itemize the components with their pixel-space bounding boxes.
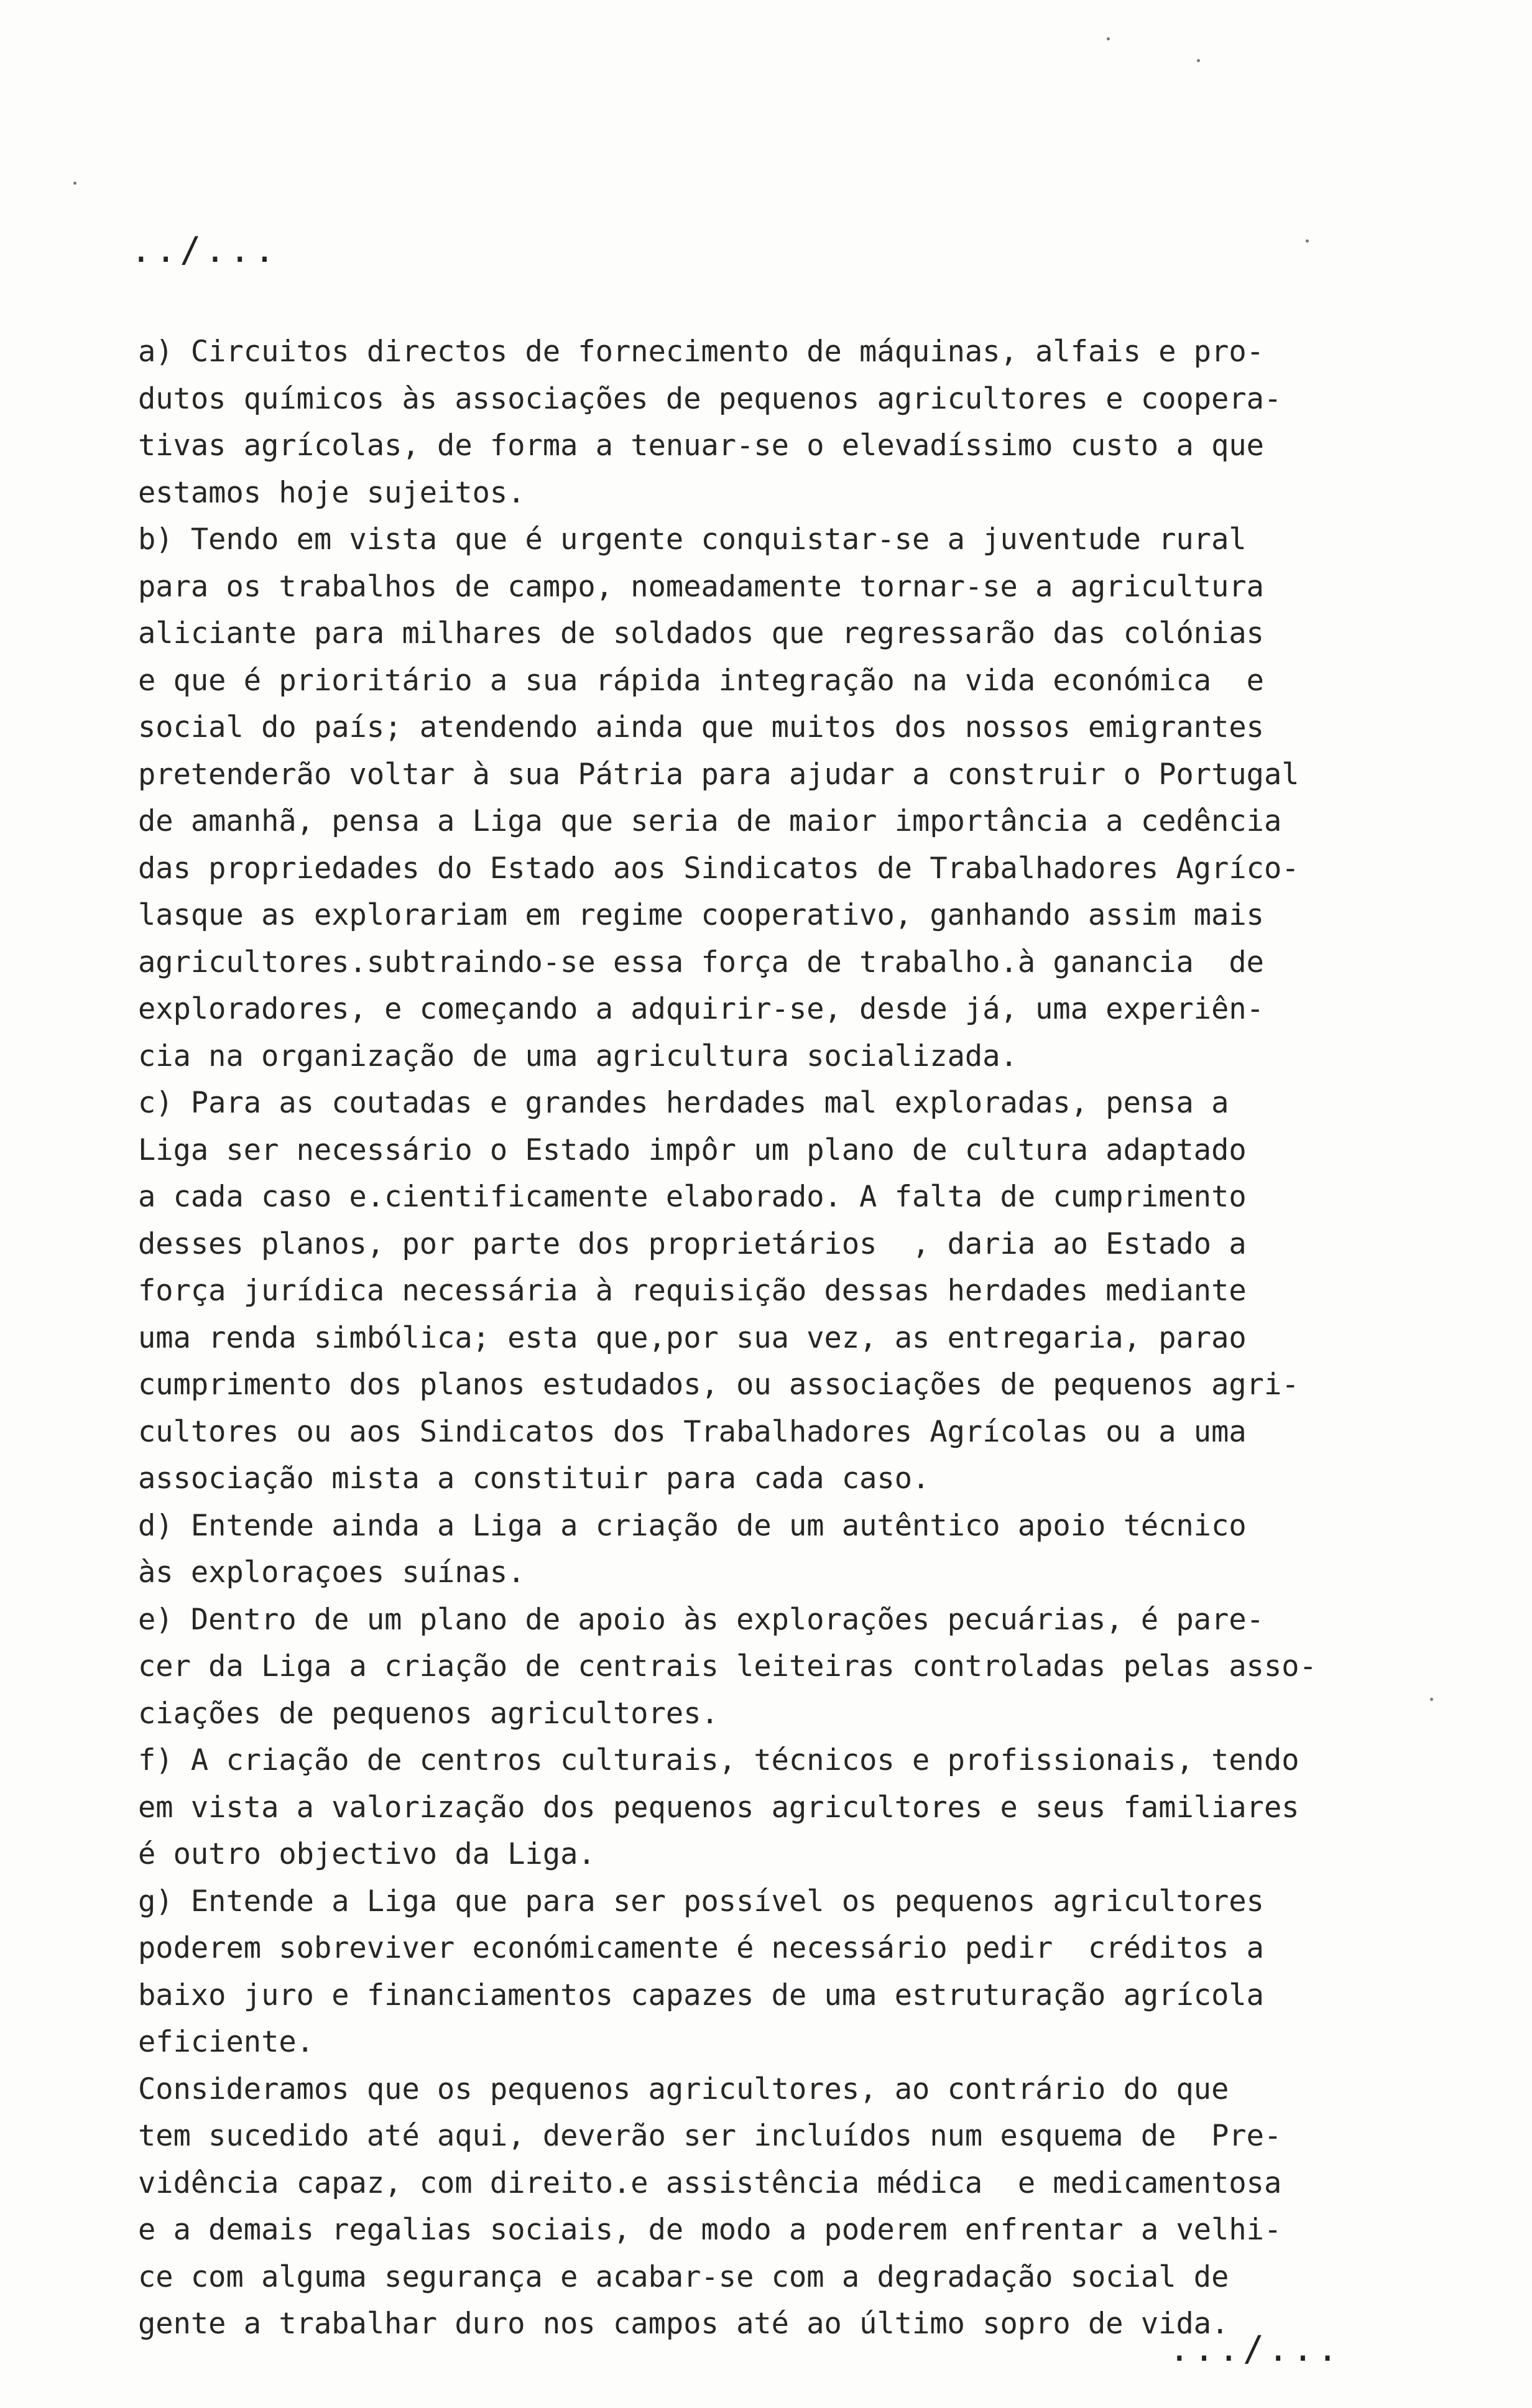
text-line: Consideramos que os pequenos agricultores, ao contrário do que bbox=[138, 2072, 1229, 2106]
text-line: e que é prioritário a sua rápida integração na vida económica e bbox=[138, 663, 1264, 698]
text-line: agricultores.subtraindo-se essa força de trabalho.à ganancia de bbox=[138, 945, 1264, 979]
text-line: exploradores, e começando a adquirir-se, desde já, uma experiên- bbox=[138, 992, 1264, 1026]
text-line: é outro objectivo da Liga. bbox=[138, 1837, 596, 1871]
scan-speck bbox=[1107, 37, 1110, 40]
scan-speck bbox=[1197, 59, 1200, 62]
text-line: das propriedades do Estado aos Sindicatos de Trabalhadores Agríco- bbox=[138, 851, 1299, 886]
text-line: a cada caso e.cientificamente elaborado. A falta de cumprimento bbox=[138, 1180, 1247, 1214]
text-line: poderem sobreviver económicamente é necessário pedir créditos a bbox=[138, 1931, 1264, 1965]
text-line: para os trabalhos de campo, nomeadamente tornar-se a agricultura bbox=[138, 569, 1264, 604]
text-line: ce com alguma segurança e acabar-se com a degradação social de bbox=[138, 2259, 1229, 2294]
text-line: eficiente. bbox=[138, 2025, 314, 2059]
text-line: a) Circuitos directos de fornecimento de máquinas, alfais e pro- bbox=[138, 335, 1264, 369]
text-line: Liga ser necessário o Estado impôr um plano de cultura adaptado bbox=[138, 1132, 1247, 1167]
text-line: baixo juro e financiamentos capazes de uma estruturação agrícola bbox=[138, 1978, 1264, 2012]
text-line: pretenderão voltar à sua Pátria para ajudar a construir o Portugal bbox=[138, 757, 1299, 792]
text-line: e) Dentro de um plano de apoio às explorações pecuárias, é pare- bbox=[138, 1602, 1264, 1637]
text-line: e a demais regalias sociais, de modo a poderem enfrentar a velhi- bbox=[138, 2213, 1282, 2247]
text-line: cumprimento dos planos estudados, ou associações de pequenos agri- bbox=[138, 1368, 1299, 1402]
text-line: c) Para as coutadas e grandes herdades mal exploradas, pensa a bbox=[138, 1086, 1229, 1120]
text-line: b) Tendo em vista que é urgente conquistar-se a juventude rural bbox=[138, 522, 1247, 557]
text-line: d) Entende ainda a Liga a criação de um autêntico apoio técnico bbox=[138, 1508, 1247, 1543]
text-line: desses planos, por parte dos proprietários , daria ao Estado a bbox=[138, 1226, 1247, 1261]
text-line: ciações de pequenos agricultores. bbox=[138, 1696, 719, 1731]
text-line: aliciante para milhares de soldados que regressarão das colónias bbox=[138, 616, 1264, 651]
text-line: f) A criação de centros culturais, técnicos e profissionais, tendo bbox=[138, 1743, 1299, 1777]
text-line: em vista a valorização dos pequenos agricultores e seus familiares bbox=[138, 1790, 1299, 1825]
text-line: uma renda simbólica; esta que,por sua vez, as entregaria, parao bbox=[138, 1320, 1247, 1355]
text-line: tem sucedido até aqui, deverão ser incluídos num esquema de Pre- bbox=[138, 2119, 1282, 2153]
scan-speck bbox=[1306, 239, 1309, 243]
text-line: cultores ou aos Sindicatos dos Trabalhadores Agrícolas ou a uma bbox=[138, 1414, 1247, 1449]
scan-speck bbox=[1430, 1698, 1433, 1701]
text-line: força jurídica necessária à requisição dessas herdades mediante bbox=[138, 1274, 1247, 1308]
text-line: gente a trabalhar duro nos campos até ao último sopro de vida. bbox=[138, 2307, 1229, 2341]
text-line: tivas agrícolas, de forma a tenuar-se o elevadíssimo custo a que bbox=[138, 428, 1264, 463]
document-body bbox=[138, 328, 1456, 2348]
scan-speck bbox=[73, 182, 76, 185]
text-line: cia na organização de uma agricultura socializada. bbox=[138, 1039, 1018, 1073]
text-line: dutos químicos às associações de pequenos agricultores e coopera- bbox=[138, 381, 1282, 416]
text-line: estamos hoje sujeitos. bbox=[138, 475, 525, 510]
text-line: às exploraçoes suínas. bbox=[138, 1555, 525, 1590]
page-continuation-mark-bottom: .../... bbox=[1169, 2329, 1342, 2369]
text-line: g) Entende a Liga que para ser possível os pequenos agricultores bbox=[138, 1884, 1264, 1919]
text-line: cer da Liga a criação de centrais leiteiras controladas pelas asso- bbox=[138, 1649, 1317, 1683]
text-line: vidência capaz, com direito.e assistência médica e medicamentosa bbox=[138, 2165, 1282, 2200]
text-line: social do país; atendendo ainda que muitos dos nossos emigrantes bbox=[138, 710, 1264, 744]
text-line: lasque as explorariam em regime cooperativo, ganhando assim mais bbox=[138, 898, 1264, 932]
text-line: de amanhã, pensa a Liga que seria de maior importância a cedência bbox=[138, 804, 1282, 838]
text-line: associação mista a constituir para cada caso. bbox=[138, 1461, 930, 1496]
page-continuation-mark-top: ../... bbox=[131, 230, 279, 271]
